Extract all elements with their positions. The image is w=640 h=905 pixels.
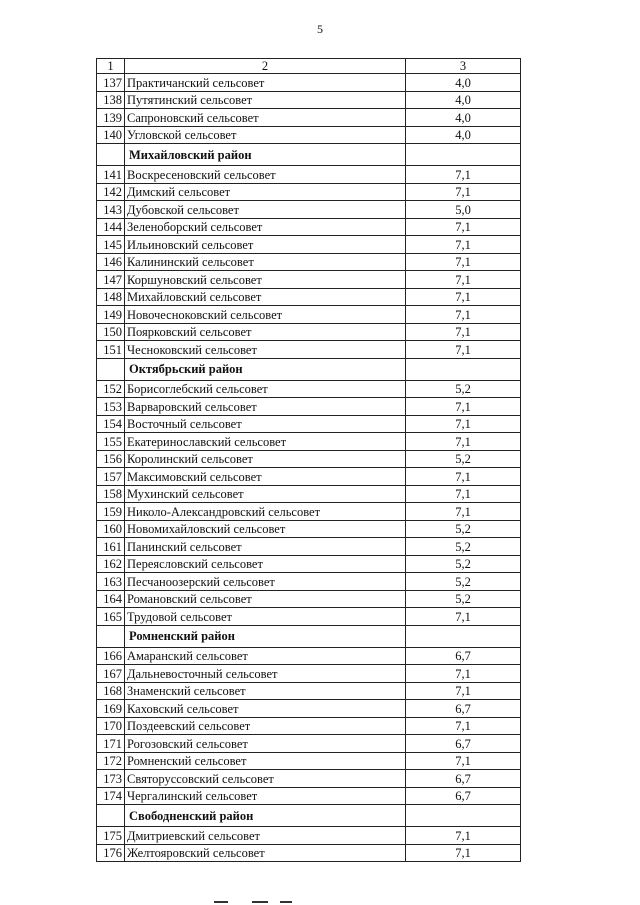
council-value: 7,1 <box>406 415 521 433</box>
district-section-row <box>97 358 521 380</box>
table-row <box>97 166 521 184</box>
council-name: Михайловский сельсовет <box>125 288 406 306</box>
row-number: 137 <box>97 74 125 92</box>
table-body <box>97 74 521 862</box>
council-name: Сапроновский сельсовет <box>125 109 406 127</box>
council-name: Панинский сельсовет <box>125 538 406 556</box>
district-name: Михайловский район <box>125 144 406 166</box>
table-row <box>97 682 521 700</box>
council-name: Коршуновский сельсовет <box>125 271 406 289</box>
table-row <box>97 827 521 845</box>
table-row <box>97 109 521 127</box>
table-row <box>97 450 521 468</box>
table-row <box>97 218 521 236</box>
row-number: 144 <box>97 218 125 236</box>
council-value: 7,1 <box>406 398 521 416</box>
council-value: 7,1 <box>406 503 521 521</box>
table-row <box>97 770 521 788</box>
council-name: Чесноковский сельсовет <box>125 341 406 359</box>
row-number: 159 <box>97 503 125 521</box>
table-row <box>97 752 521 770</box>
footer-mark <box>252 901 268 903</box>
table-row <box>97 590 521 608</box>
council-name: Амаранский сельсовет <box>125 647 406 665</box>
council-name: Желтояровский сельсовет <box>125 844 406 862</box>
row-number: 142 <box>97 183 125 201</box>
table-header-row <box>97 59 521 74</box>
council-value: 5,0 <box>406 201 521 219</box>
council-name: Екатеринославский сельсовет <box>125 433 406 451</box>
council-value: 7,1 <box>406 306 521 324</box>
row-number: 170 <box>97 717 125 735</box>
district-name: Свободненский район <box>125 805 406 827</box>
row-number: 145 <box>97 236 125 254</box>
column-header-number: 1 <box>97 59 125 74</box>
council-name: Калининский сельсовет <box>125 253 406 271</box>
row-number: 148 <box>97 288 125 306</box>
council-name: Трудовой сельсовет <box>125 608 406 626</box>
row-number: 166 <box>97 647 125 665</box>
section-value-cell <box>406 805 521 827</box>
council-value: 5,2 <box>406 538 521 556</box>
council-value: 6,7 <box>406 700 521 718</box>
table-row <box>97 844 521 862</box>
table-row <box>97 665 521 683</box>
row-number: 162 <box>97 555 125 573</box>
council-name: Угловской сельсовет <box>125 126 406 144</box>
row-number: 139 <box>97 109 125 127</box>
row-number: 167 <box>97 665 125 683</box>
table-row <box>97 183 521 201</box>
row-number: 138 <box>97 91 125 109</box>
council-name: Переясловский сельсовет <box>125 555 406 573</box>
table-row <box>97 323 521 341</box>
council-value: 7,1 <box>406 608 521 626</box>
section-number-cell <box>97 358 125 380</box>
row-number: 156 <box>97 450 125 468</box>
table-row <box>97 341 521 359</box>
row-number: 175 <box>97 827 125 845</box>
table-row <box>97 468 521 486</box>
council-name: Димский сельсовет <box>125 183 406 201</box>
row-number: 172 <box>97 752 125 770</box>
row-number: 141 <box>97 166 125 184</box>
table-row <box>97 735 521 753</box>
footer-mark <box>280 901 292 903</box>
table-row <box>97 433 521 451</box>
table-row <box>97 647 521 665</box>
table-row <box>97 717 521 735</box>
section-number-cell <box>97 805 125 827</box>
council-value: 7,1 <box>406 253 521 271</box>
council-name: Мухинский сельсовет <box>125 485 406 503</box>
council-value: 7,1 <box>406 183 521 201</box>
council-value: 7,1 <box>406 218 521 236</box>
table-row <box>97 787 521 805</box>
council-value: 7,1 <box>406 844 521 862</box>
table-row <box>97 415 521 433</box>
row-number: 155 <box>97 433 125 451</box>
row-number: 158 <box>97 485 125 503</box>
council-name: Королинский сельсовет <box>125 450 406 468</box>
council-name: Путятинский сельсовет <box>125 91 406 109</box>
council-value: 6,7 <box>406 735 521 753</box>
table-row <box>97 236 521 254</box>
council-name: Дальневосточный сельсовет <box>125 665 406 683</box>
table-row <box>97 573 521 591</box>
council-name: Поздеевский сельсовет <box>125 717 406 735</box>
table-row <box>97 700 521 718</box>
table-row <box>97 271 521 289</box>
council-value: 7,1 <box>406 323 521 341</box>
council-value: 7,1 <box>406 827 521 845</box>
council-value: 4,0 <box>406 109 521 127</box>
row-number: 176 <box>97 844 125 862</box>
district-name: Октябрьский район <box>125 358 406 380</box>
district-name: Ромненский район <box>125 625 406 647</box>
council-value: 4,0 <box>406 91 521 109</box>
council-name: Дмитриевский сельсовет <box>125 827 406 845</box>
district-section-row <box>97 144 521 166</box>
council-name: Новомихайловский сельсовет <box>125 520 406 538</box>
table-row <box>97 253 521 271</box>
council-value: 4,0 <box>406 126 521 144</box>
council-name: Варваровский сельсовет <box>125 398 406 416</box>
council-value: 7,1 <box>406 468 521 486</box>
table-row <box>97 555 521 573</box>
district-section-row <box>97 625 521 647</box>
row-number: 163 <box>97 573 125 591</box>
row-number: 168 <box>97 682 125 700</box>
council-name: Святоруссовский сельсовет <box>125 770 406 788</box>
council-value: 7,1 <box>406 752 521 770</box>
district-section-row <box>97 805 521 827</box>
row-number: 161 <box>97 538 125 556</box>
row-number: 151 <box>97 341 125 359</box>
row-number: 143 <box>97 201 125 219</box>
section-number-cell <box>97 625 125 647</box>
council-name: Николо-Александровский сельсовет <box>125 503 406 521</box>
row-number: 149 <box>97 306 125 324</box>
table-row <box>97 201 521 219</box>
table-row <box>97 380 521 398</box>
council-name: Дубовской сельсовет <box>125 201 406 219</box>
council-value: 6,7 <box>406 787 521 805</box>
table-row <box>97 520 521 538</box>
table-row <box>97 288 521 306</box>
table-row <box>97 538 521 556</box>
council-name: Чергалинский сельсовет <box>125 787 406 805</box>
council-value: 7,1 <box>406 717 521 735</box>
council-value: 4,0 <box>406 74 521 92</box>
row-number: 140 <box>97 126 125 144</box>
row-number: 165 <box>97 608 125 626</box>
column-header-value: 3 <box>406 59 521 74</box>
row-number: 153 <box>97 398 125 416</box>
council-name: Каховский сельсовет <box>125 700 406 718</box>
council-value: 7,1 <box>406 271 521 289</box>
council-value: 5,2 <box>406 573 521 591</box>
allocation-table <box>96 58 521 862</box>
row-number: 160 <box>97 520 125 538</box>
section-value-cell <box>406 144 521 166</box>
row-number: 171 <box>97 735 125 753</box>
council-value: 5,2 <box>406 555 521 573</box>
council-value: 7,1 <box>406 682 521 700</box>
council-name: Знаменский сельсовет <box>125 682 406 700</box>
council-name: Ильиновский сельсовет <box>125 236 406 254</box>
footer-mark <box>214 901 228 903</box>
table-row <box>97 398 521 416</box>
council-value: 7,1 <box>406 485 521 503</box>
table-row <box>97 74 521 92</box>
council-value: 5,2 <box>406 450 521 468</box>
table-row <box>97 126 521 144</box>
row-number: 174 <box>97 787 125 805</box>
table-row <box>97 485 521 503</box>
council-name: Рогозовский сельсовет <box>125 735 406 753</box>
council-name: Практичанский сельсовет <box>125 74 406 92</box>
council-name: Поярковский сельсовет <box>125 323 406 341</box>
row-number: 150 <box>97 323 125 341</box>
row-number: 154 <box>97 415 125 433</box>
table-row <box>97 91 521 109</box>
council-value: 5,2 <box>406 380 521 398</box>
section-value-cell <box>406 625 521 647</box>
row-number: 164 <box>97 590 125 608</box>
section-value-cell <box>406 358 521 380</box>
council-value: 5,2 <box>406 590 521 608</box>
council-name: Романовский сельсовет <box>125 590 406 608</box>
council-value: 7,1 <box>406 236 521 254</box>
section-number-cell <box>97 144 125 166</box>
row-number: 152 <box>97 380 125 398</box>
row-number: 169 <box>97 700 125 718</box>
council-value: 6,7 <box>406 647 521 665</box>
council-value: 6,7 <box>406 770 521 788</box>
row-number: 147 <box>97 271 125 289</box>
council-name: Воскресеновский сельсовет <box>125 166 406 184</box>
council-name: Новочесноковский сельсовет <box>125 306 406 324</box>
council-value: 7,1 <box>406 288 521 306</box>
council-name: Зеленоборский сельсовет <box>125 218 406 236</box>
council-value: 7,1 <box>406 166 521 184</box>
council-name: Борисоглебский сельсовет <box>125 380 406 398</box>
council-value: 7,1 <box>406 341 521 359</box>
row-number: 173 <box>97 770 125 788</box>
council-name: Максимовский сельсовет <box>125 468 406 486</box>
column-header-name: 2 <box>125 59 406 74</box>
table-row <box>97 503 521 521</box>
council-name: Песчаноозерский сельсовет <box>125 573 406 591</box>
page-number: 5 <box>317 22 323 36</box>
council-value: 5,2 <box>406 520 521 538</box>
council-value: 7,1 <box>406 433 521 451</box>
council-name: Восточный сельсовет <box>125 415 406 433</box>
row-number: 146 <box>97 253 125 271</box>
table-row <box>97 608 521 626</box>
table-row <box>97 306 521 324</box>
row-number: 157 <box>97 468 125 486</box>
council-name: Ромненский сельсовет <box>125 752 406 770</box>
council-value: 7,1 <box>406 665 521 683</box>
